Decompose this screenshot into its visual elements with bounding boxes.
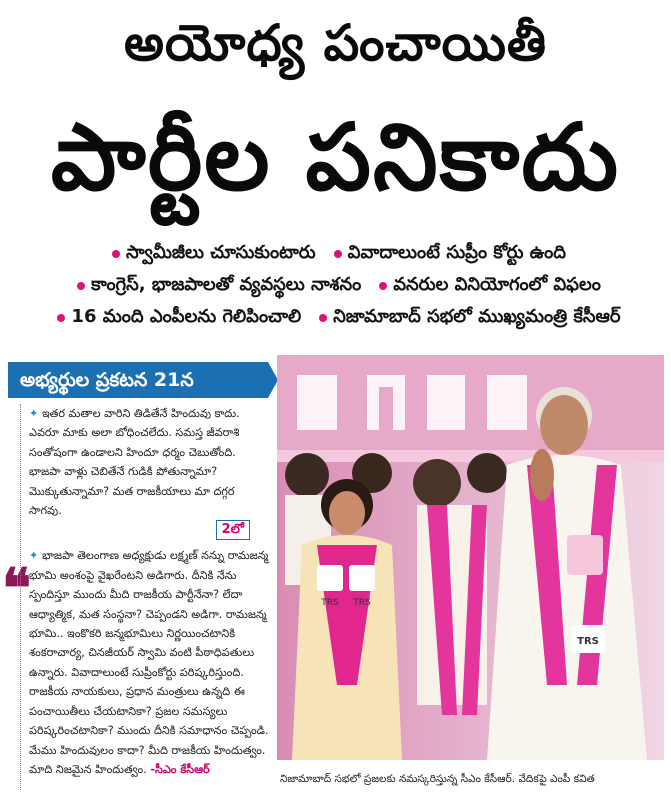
news-photo-illustration [277, 355, 664, 760]
bullet-list [14, 238, 664, 334]
headline-line2: పార్టీల పనికాదు [50, 104, 621, 211]
svg-text:TRS: TRS [321, 598, 339, 608]
bullet-dot-icon [334, 250, 342, 258]
article-paragraph: ✦ భాజపా తెలంగాణ అధ్యక్షుడు లక్ష్మణ్ నన్ను రామజన్మ భూమి అంశంపై వైఖరేంటని అడిగారు. దీనికి నేను స్పందిస్తూ ముందు మీది రాజకీయ పార్టీనేనా? లేదా ఆధ్యాత్మిక, మత సంస్థనా? చెప్పండని అడిగా. రామజన్మ భూమి.. ఇంకొకరి జన్మభూమిలు నిర్ణయించటానికి శంకరాచార్య, చినజీయర్ స్వామి వంటి పీఠాధిపతులు ఉన్నారు. వివాదాలుంటే సుప్రీంకోర్టు పరిష్కరిస్తుంది. రాజకీయ నాయకులు, ప్రధాన మంత్రులు ఉన్నది ఈ పంచాయితీలు చేయటానికా? ప్రజల సమస్యలు పరిష్కరించటానికా? ముందు దీనికి సమాధానం చెప్పండి. మేము హిందువులం కాదా? మీది రాజకీయ హిందుత్వం. మాది నిజమైన హిందుత్వం. -సీఎం కేసీఆర్ [29, 549, 269, 776]
headline-line1: అయోధ్య పంచాయితీ [123, 14, 548, 72]
svg-text:TRS: TRS [577, 636, 599, 647]
article-paragraph: ✦ ఇతర మతాల వారిని తిడితేనే హిందువు కాదు. ఎవరూ మాకు అలా బోధించలేదు. సమస్త జీవరాశి సంతోషంగా ఉండాలని హిందూ ధర్మం చెబుతోంది. భాజపా వాళ్లు చెబితేనే గుడికి పోతున్నామా? మొక్కుతున్నామా? మత రాజకీయాలు మా దగ్గర సాగవు. [29, 407, 240, 518]
bullet-dot-icon [77, 282, 85, 290]
bullet-item: నిజామాబాద్ సభలో ముఖ్యమంత్రి కేసీఆర్ [319, 306, 620, 331]
news-photo [277, 355, 664, 760]
continued-page-ref: 2లో [216, 520, 250, 540]
bullet-row [14, 270, 664, 302]
bullet-dot-icon [379, 282, 387, 290]
signature: -సీఎం కేసీఆర్ [150, 762, 210, 776]
bullet-item: కాంగ్రెస్, భాజపాలతో వ్యవస్థలు నాశనం [77, 274, 361, 299]
svg-text:TRS: TRS [353, 598, 371, 608]
bullet-item: 16 మంది ఎంపీలను గెలిపించాలి [57, 306, 301, 331]
bullet-item: స్వామీజీలు చూసుకుంటారు [112, 242, 316, 267]
photo-caption: నిజామాబాద్ సభలో ప్రజలకు నమస్కరిస్తున్న సీఎం కేసీఆర్. వేదికపై ఎంపీ కవిత [280, 773, 595, 785]
article-column [20, 404, 270, 790]
subheading: అభ్యర్థుల ప్రకటన 21న [8, 362, 268, 398]
star-icon: ✦ [29, 407, 39, 420]
bullet-dot-icon [112, 250, 120, 258]
bullet-dot-icon [319, 314, 327, 322]
bullet-item: వివాదాలుంటే సుప్రీం కోర్టు ఉంది [334, 242, 566, 267]
star-icon: ✦ [29, 549, 39, 563]
bullet-dot-icon [57, 314, 65, 322]
quote-mark-icon: ❝ [2, 556, 32, 620]
bullet-row [14, 302, 664, 334]
bullet-row [14, 238, 664, 270]
bullet-item: వనరుల వినియోగంలో విఫలం [379, 274, 601, 299]
